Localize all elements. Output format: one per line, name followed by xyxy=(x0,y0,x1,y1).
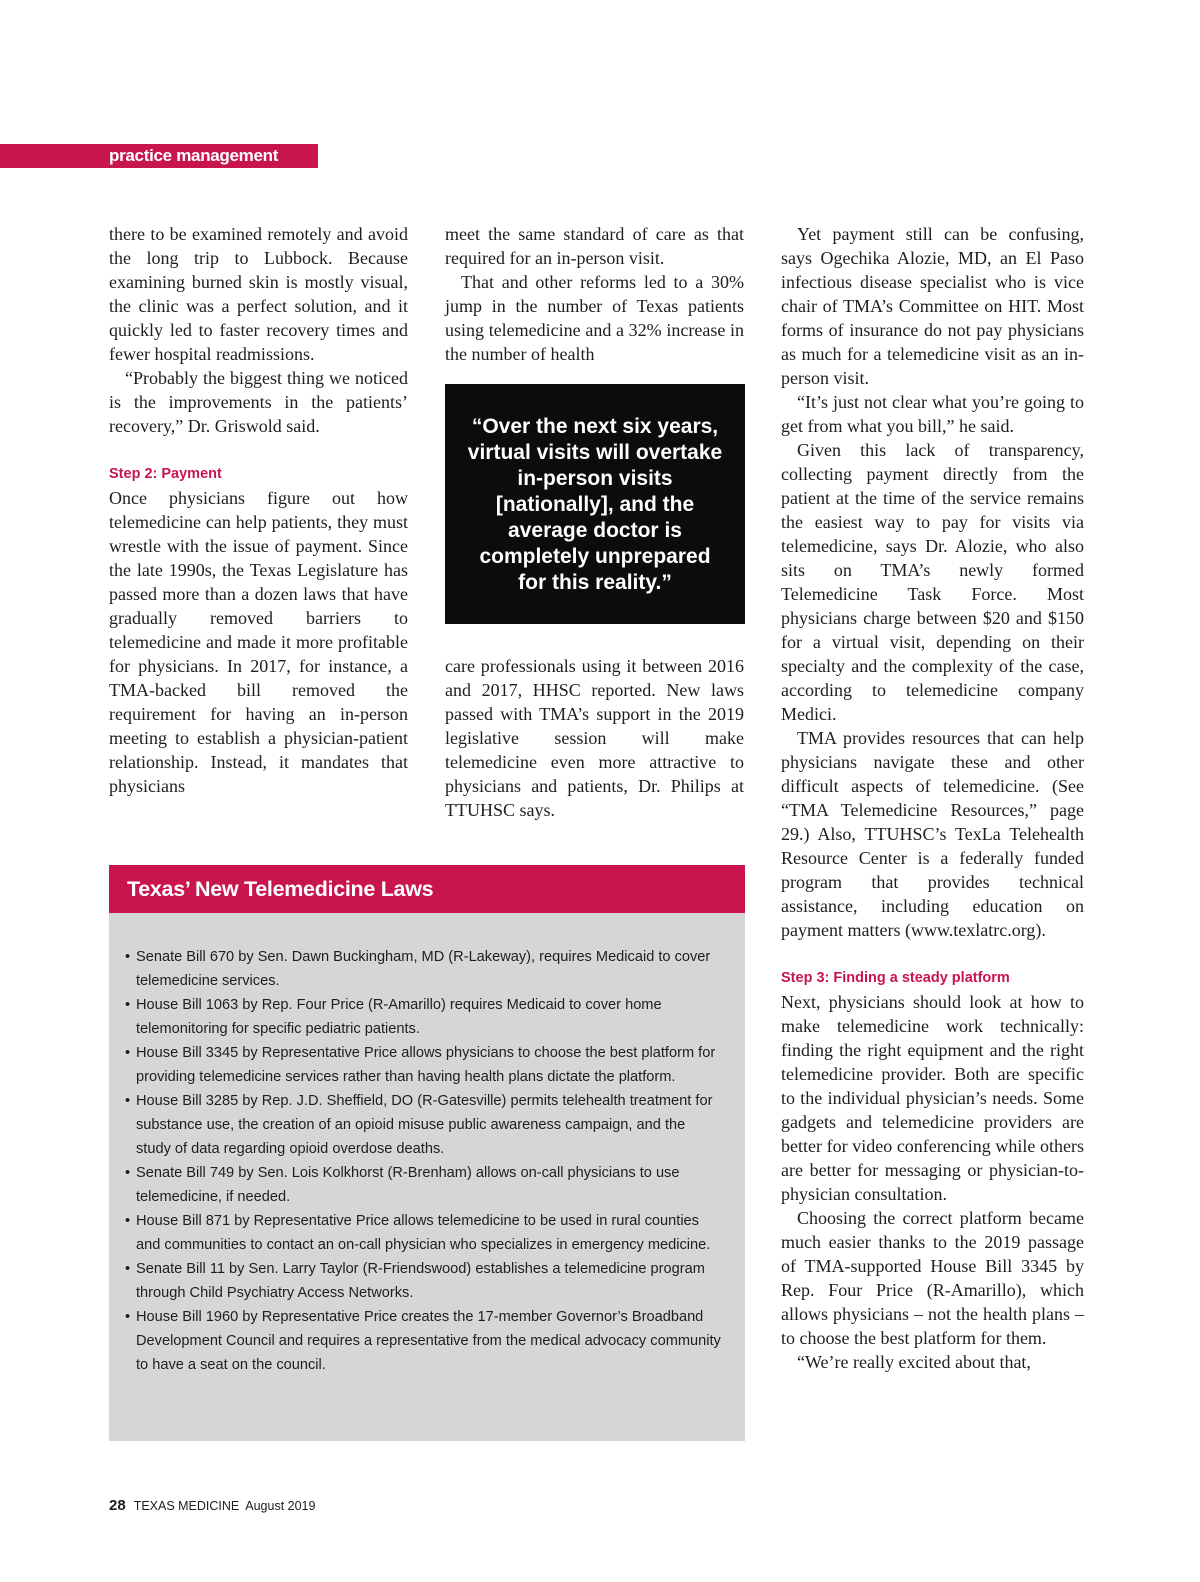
paragraph: there to be examined remotely and avoid the long trip to Lubbock. Because examining burned skin is mostly visual, the clinic was a perfect solution, and it quickly led to faster recovery times and fewer hospital readmissions. xyxy=(109,224,408,364)
paragraph: Next, physicians should look at how to make telemedicine work technically: finding the right equipment and the right telemedicine provider. Both are specific to the individual physician’s needs. Some gadgets and telemedicine providers are better for video conferencing while others are better for messaging or physician-to-physician consultation. xyxy=(781,992,1084,1204)
paragraph: meet the same standard of care as that required for an in-person visit. xyxy=(445,224,744,268)
paragraph: Choosing the correct platform became much easier thanks to the 2019 passage of TMA-supported House Bill 3345 by Rep. Four Price (R-Amarillo), which allows physicians – not the health plans – to choose the best platform for them. xyxy=(781,1208,1084,1348)
list-item: • House Bill 3285 by Rep. J.D. Sheffield, DO (R-Gatesville) permits telehealth treatment for substance use, the creation of an opioid misuse public awareness campaign, and the study of data regarding opioid overdose deaths. xyxy=(125,1089,723,1161)
section-label: practice management xyxy=(109,146,279,165)
paragraph: care professionals using it between 2016 and 2017, HHSC reported. New laws passed with TMA’s support in the 2019 legislative session will make telemedicine even more attractive to physicians and patients, Dr. Philips at TTUHSC says. xyxy=(445,656,744,820)
list-item: • House Bill 871 by Representative Price allows telemedicine to be used in rural counties and communities to contact an on-call physician who specializes in emergency medicine. xyxy=(125,1209,723,1257)
list-item: • House Bill 1960 by Representative Price creates the 17-member Governor’s Broadband Development Council and requires a representative from the medical advocacy community to have a seat on the council. xyxy=(125,1305,723,1377)
paragraph: “Probably the biggest thing we noticed is the improvements in the patients’ recovery,” Dr. Griswold said. xyxy=(109,368,408,436)
paragraph: “We’re really excited about that, xyxy=(797,1352,1031,1372)
paragraph: “It’s just not clear what you’re going to get from what you bill,” he said. xyxy=(781,392,1084,436)
article-column-2-bottom xyxy=(445,654,744,822)
article-column-2-top xyxy=(445,222,744,366)
paragraph: Once physicians figure out how telemedicine can help patients, they must wrestle with the issue of payment. Since the late 1990s, the Texas Legislature has passed more than a dozen laws that have gradually removed barriers to telemedicine and made it more profitable for physicians. In 2017, for instance, a TMA-backed bill removed the requirement for having an in-person meeting to establish a physician-patient relationship. Instead, it mandates that physicians xyxy=(109,488,408,796)
step-2-heading: Step 2: Payment xyxy=(109,466,222,482)
article-column-1 xyxy=(109,222,408,798)
publication-name: TEXAS MEDICINE xyxy=(133,1499,240,1513)
list-item: • House Bill 1063 by Rep. Four Price (R-Amarillo) requires Medicaid to cover home telemonitoring for specific pediatric patients. xyxy=(125,993,723,1041)
page-footer xyxy=(109,1494,315,1518)
section-header-bar xyxy=(0,144,318,168)
laws-list xyxy=(109,913,745,1377)
list-item: • Senate Bill 670 by Sen. Dawn Buckingham, MD (R-Lakeway), requires Medicaid to cover telemedicine services. xyxy=(125,945,723,993)
list-item: • House Bill 3345 by Representative Price allows physicians to choose the best platform for providing telemedicine services rather than having health plans dictate the platform. xyxy=(125,1041,723,1089)
issue-date: August 2019 xyxy=(245,1499,316,1513)
paragraph: That and other reforms led to a 30% jump in the number of Texas patients using telemedicine and a 32% increase in the number of health xyxy=(445,272,744,364)
sidebar-title: Texas’ New Telemedicine Laws xyxy=(109,865,745,913)
article-column-3 xyxy=(781,222,1084,1374)
paragraph: Given this lack of transparency, collecting payment directly from the patient at the time of the service remains the easiest way to pay for visits via telemedicine, says Dr. Alozie, who also sits on TMA’s newly formed Telemedicine Task Force. Most physicians charge between $20 and $150 for a virtual visit, depending on their specialty and the complexity of the case, according to telemedicine company Medici. xyxy=(781,440,1084,724)
list-item: • Senate Bill 749 by Sen. Lois Kolkhorst (R-Brenham) allows on-call physicians to use telemedicine, if needed. xyxy=(125,1161,723,1209)
pull-quote: “Over the next six years, virtual visits will overtake in-person visits [nationally], and the average doctor is completely unprepared for this reality.” xyxy=(445,384,745,624)
page-number: 28 xyxy=(109,1497,126,1514)
paragraph: Yet payment still can be confusing, says Ogechika Alozie, MD, an El Paso infectious disease specialist who is vice chair of TMA’s Committee on HIT. Most forms of insurance do not pay physicians as much for a telemedicine visit as an in-person visit. xyxy=(781,224,1084,388)
step-3-heading: Step 3: Finding a steady platform xyxy=(781,970,1010,986)
telemedicine-laws-sidebar xyxy=(109,865,745,1441)
paragraph: TMA provides resources that can help physicians navigate these and other difficult aspects of telemedicine. (See “TMA Telemedicine Resources,” page 29.) Also, TTUHSC’s TexLa Telehealth Resource Center is a federally funded program that provides technical assistance, including education on payment matters (www.texlatrc.org). xyxy=(781,728,1084,940)
list-item: • Senate Bill 11 by Sen. Larry Taylor (R-Friendswood) establishes a telemedicine program through Child Psychiatry Access Networks. xyxy=(125,1257,723,1305)
